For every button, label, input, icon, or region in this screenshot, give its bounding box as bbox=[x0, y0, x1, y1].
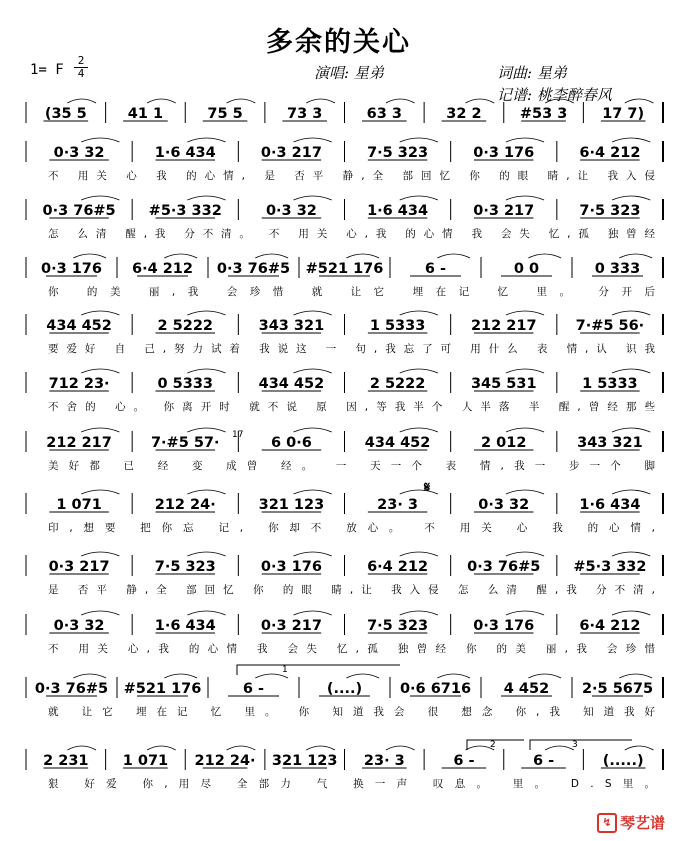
segno-sign: 𝄋 bbox=[424, 480, 431, 496]
measure-notes: (.....) bbox=[602, 753, 644, 769]
slur-mark bbox=[187, 138, 225, 142]
slur-mark bbox=[294, 428, 332, 432]
slur-mark bbox=[400, 611, 438, 615]
measure-notes: 1 5333 bbox=[369, 318, 426, 334]
watermark-text: 琴艺谱 bbox=[619, 813, 665, 832]
slur-mark bbox=[506, 552, 544, 556]
measure-notes: 434 452 bbox=[364, 435, 431, 451]
slur-mark bbox=[400, 490, 438, 494]
slur-mark bbox=[625, 99, 654, 103]
measure-notes: 343 321 bbox=[577, 435, 643, 451]
logo-icon: ↯ bbox=[597, 813, 617, 833]
measure-notes: 7·5 323 bbox=[154, 559, 216, 575]
slur-mark bbox=[400, 369, 438, 373]
measure-notes: 1·6 434 bbox=[579, 497, 641, 513]
measure-notes: 434 452 bbox=[46, 318, 112, 334]
lyric-line: 怎 么清 醒,我 分不清。 不 用关 心,我 的心情 我 会失 忆,孤 独曾经 bbox=[48, 228, 655, 240]
slur-mark bbox=[81, 428, 119, 432]
slur-mark bbox=[346, 674, 379, 678]
measure-notes: 2 5222 bbox=[157, 318, 213, 334]
measure-notes: 321 123 bbox=[271, 753, 338, 769]
slur-mark bbox=[294, 490, 332, 494]
measure-notes: 7·5 323 bbox=[579, 203, 641, 219]
measure-notes: 6 - bbox=[242, 681, 265, 697]
slur-mark bbox=[164, 254, 197, 258]
measure-notes: #521 176 bbox=[123, 681, 202, 697]
slur-mark bbox=[187, 369, 225, 373]
time-signature-bottom: 4 bbox=[77, 67, 85, 80]
slur-mark bbox=[506, 196, 544, 200]
slur-mark bbox=[81, 611, 119, 615]
measure-notes: 0·3 217 bbox=[48, 559, 110, 575]
slur-mark bbox=[625, 746, 654, 750]
slur-mark bbox=[612, 490, 650, 494]
measure-notes: 345 531 bbox=[470, 376, 537, 392]
measure-notes: 6·4 212 bbox=[131, 261, 194, 277]
slur-mark bbox=[506, 369, 544, 373]
measure-notes: 7·#5 57· bbox=[150, 435, 220, 451]
slur-mark bbox=[506, 611, 544, 615]
slur-mark bbox=[255, 254, 288, 258]
slur-mark bbox=[187, 611, 225, 615]
slur-mark bbox=[187, 490, 225, 494]
slur-mark bbox=[437, 674, 470, 678]
measure-notes: 712 23· bbox=[48, 376, 110, 392]
measure-notes: 0·3 176 bbox=[473, 145, 535, 161]
slur-mark bbox=[294, 196, 332, 200]
measure-notes: 0·3 76#5 bbox=[42, 203, 116, 219]
slur-mark bbox=[306, 99, 335, 103]
measure-notes: 1·6 434 bbox=[154, 145, 216, 161]
slur-mark bbox=[437, 254, 470, 258]
measure-notes: 2 5222 bbox=[369, 376, 426, 392]
grace-note: 17 bbox=[232, 430, 244, 440]
slur-mark bbox=[81, 369, 119, 373]
slur-mark bbox=[612, 552, 650, 556]
lyric-line: 不 用关 心 我 的心情, 是 否平 静,全 部回忆 你 的眼 睛,让 我入侵 bbox=[48, 170, 655, 182]
slur-mark bbox=[386, 99, 415, 103]
slur-mark bbox=[528, 254, 561, 258]
measure-notes: (35 5 bbox=[44, 106, 87, 122]
slur-mark bbox=[73, 674, 106, 678]
measure-notes: 0·3 32 bbox=[265, 203, 317, 219]
slur-mark bbox=[187, 552, 225, 556]
measure-notes: 0·3 176 bbox=[260, 559, 322, 575]
slur-mark bbox=[612, 138, 650, 142]
measure-notes: 0·3 32 bbox=[53, 618, 105, 634]
measure-notes: 0 5333 bbox=[157, 376, 213, 392]
measure-notes: 7·#5 56· bbox=[575, 318, 645, 334]
volta-number-1: 1 bbox=[282, 665, 288, 675]
measure-notes: 343 321 bbox=[258, 318, 325, 334]
slur-mark bbox=[67, 99, 96, 103]
measure-notes: 0·3 76#5 bbox=[34, 681, 109, 697]
slur-mark bbox=[81, 138, 119, 142]
slur-mark bbox=[147, 99, 176, 103]
slur-mark bbox=[294, 138, 332, 142]
slur-mark bbox=[545, 746, 574, 750]
slur-mark bbox=[612, 311, 650, 315]
volta-bracket-1 bbox=[237, 665, 400, 675]
slur-mark bbox=[612, 428, 650, 432]
measure-notes: (....) bbox=[326, 681, 363, 697]
measure-notes: 0·3 217 bbox=[260, 145, 322, 161]
volta-bracket-3 bbox=[530, 740, 632, 750]
measure-notes: 6 0·6 bbox=[271, 435, 312, 451]
slur-mark bbox=[81, 311, 119, 315]
slur-mark bbox=[306, 746, 335, 750]
measure-notes: 4 452 bbox=[503, 681, 550, 697]
time-signature-top: 2 bbox=[74, 55, 88, 68]
measure-notes: 0·3 76#5 bbox=[467, 559, 541, 575]
measure-notes: 212 24· bbox=[194, 753, 256, 769]
measure-notes: 0·3 76#5 bbox=[216, 261, 291, 277]
slur-mark bbox=[294, 611, 332, 615]
key-signature: 1= F bbox=[30, 62, 64, 78]
measure-notes: 0·3 176 bbox=[473, 618, 535, 634]
measure-notes: 0 333 bbox=[594, 261, 641, 277]
measure-notes: 17 7) bbox=[602, 106, 645, 122]
lyric-line: 美好都 已 经 变 成曾 经。 一 天一个 表 情,我一 步一个 脚 bbox=[48, 460, 655, 472]
measure-notes: 2·5 5675 bbox=[581, 681, 654, 697]
measure-notes: 6 - bbox=[453, 753, 475, 769]
slur-mark bbox=[506, 490, 544, 494]
slur-mark bbox=[67, 746, 96, 750]
slur-mark bbox=[506, 428, 544, 432]
slur-mark bbox=[612, 369, 650, 373]
volta-number-3: 3 bbox=[572, 740, 578, 750]
slur-mark bbox=[81, 490, 119, 494]
measure-notes: 75 5 bbox=[207, 106, 243, 122]
lyric-line: 狠 好爱 你,用尽 全部力 气 换一声 叹息。 里。 D.S里。 bbox=[48, 778, 656, 790]
measure-notes: #5·3 332 bbox=[573, 559, 647, 575]
measure-notes: 0 0 bbox=[513, 261, 540, 277]
measure-notes: 2 231 bbox=[43, 753, 89, 769]
slur-mark bbox=[400, 138, 438, 142]
measure-notes: 0·3 217 bbox=[473, 203, 535, 219]
measure-notes: 0·6 6716 bbox=[399, 681, 472, 697]
composer-credit: 词曲: 星弟 bbox=[497, 64, 567, 82]
measure-notes: 0·3 32 bbox=[53, 145, 105, 161]
slur-mark bbox=[386, 746, 415, 750]
slur-mark bbox=[147, 746, 176, 750]
measure-notes: 1 5333 bbox=[582, 376, 638, 392]
singer-credit: 演唱: 星弟 bbox=[314, 64, 384, 82]
measure-notes: 7·5 323 bbox=[367, 145, 429, 161]
watermark bbox=[597, 812, 665, 834]
measure-notes: 212 24· bbox=[154, 497, 216, 513]
slur-mark bbox=[294, 369, 332, 373]
measure-notes: 6·4 212 bbox=[367, 559, 429, 575]
slur-mark bbox=[506, 138, 544, 142]
lyric-line: 你 的美 丽,我 会珍惜 就 让它 埋在记 忆 里。 分开后 bbox=[48, 286, 656, 298]
measure-notes: 6·4 212 bbox=[579, 618, 641, 634]
measure-notes: 0·3 32 bbox=[478, 497, 530, 513]
measure-notes: 73 3 bbox=[287, 106, 323, 122]
slur-mark bbox=[400, 552, 438, 556]
measure-notes: 23· 3 bbox=[363, 753, 405, 769]
measure-notes: 1·6 434 bbox=[367, 203, 429, 219]
slur-mark bbox=[187, 428, 225, 432]
measure-notes: 6 - bbox=[532, 753, 555, 769]
slur-mark bbox=[346, 254, 379, 258]
measure-notes: #521 176 bbox=[305, 261, 384, 277]
song-title: 多余的关心 bbox=[266, 27, 411, 58]
measure-notes: 7·5 323 bbox=[367, 618, 429, 634]
slur-mark bbox=[400, 428, 438, 432]
measure-notes: 212 217 bbox=[470, 318, 537, 334]
slur-mark bbox=[619, 254, 652, 258]
measure-notes: 434 452 bbox=[258, 376, 325, 392]
measure-notes: 321 123 bbox=[258, 497, 325, 513]
slur-mark bbox=[187, 196, 225, 200]
slur-mark bbox=[528, 674, 561, 678]
transcriber-credit: 记谱: 桃李醉春风 bbox=[497, 86, 612, 104]
slur-mark bbox=[619, 674, 652, 678]
slur-mark bbox=[466, 99, 495, 103]
lyric-line: 印,想要 把你忘 记, 你却不 放心。 不 用关 心 我 的心情, bbox=[48, 522, 655, 534]
slur-mark bbox=[187, 311, 225, 315]
measure-notes: 0·3 217 bbox=[260, 618, 322, 634]
slur-mark bbox=[400, 311, 438, 315]
slur-mark bbox=[612, 611, 650, 615]
slur-mark bbox=[506, 311, 544, 315]
measure-notes: 63 3 bbox=[366, 106, 402, 122]
slur-mark bbox=[73, 254, 106, 258]
slur-mark bbox=[545, 99, 574, 103]
slur-mark bbox=[227, 99, 256, 103]
measure-notes: 32 2 bbox=[446, 106, 482, 122]
measure-notes: 0·3 176 bbox=[40, 261, 103, 277]
measure-notes: 23· 3 bbox=[377, 497, 418, 513]
measure-notes: 1 071 bbox=[56, 497, 102, 513]
measure-notes: 6·4 212 bbox=[579, 145, 641, 161]
measure-notes: 2 012 bbox=[481, 435, 527, 451]
lyric-line: 就 让它 埋在记 忆 里。 你 知道我会 很 想念 你,我 知道我好 bbox=[48, 706, 656, 718]
lyric-line: 要爱好 自 己,努力试着 我说这 一 句,我忘了可 用什么 表 情,认 识我 bbox=[48, 343, 655, 355]
measure-notes: 41 1 bbox=[127, 106, 164, 122]
slur-mark bbox=[227, 746, 256, 750]
measure-notes: 212 217 bbox=[46, 435, 112, 451]
measure-notes: #5·3 332 bbox=[148, 203, 222, 219]
slur-mark bbox=[294, 552, 332, 556]
lyric-line: 是 否平 静,全 部回忆 你 的眼 睛,让 我入侵 怎 么清 醒,我 分不清, bbox=[48, 584, 655, 596]
measure-notes: 1 071 bbox=[122, 753, 169, 769]
lyric-line: 不舍的 心。 你离开时 就不说 原 因,等我半个 人半落 半 醒,曾经那些 bbox=[48, 401, 655, 413]
measure-notes: 6 - bbox=[424, 261, 447, 277]
slur-mark bbox=[612, 196, 650, 200]
slur-mark bbox=[400, 196, 438, 200]
slur-mark bbox=[294, 311, 332, 315]
measure-notes: 1·6 434 bbox=[154, 618, 216, 634]
slur-mark bbox=[81, 196, 119, 200]
volta-number-2: 2 bbox=[490, 740, 496, 750]
lyric-line: 不 用关 心,我 的心情 我 会失 忆,孤 独曾经 你 的美 丽,我 会珍惜 bbox=[48, 643, 656, 655]
slur-mark bbox=[81, 552, 119, 556]
measure-notes: #53 3 bbox=[519, 106, 568, 122]
slur-mark bbox=[164, 674, 197, 678]
